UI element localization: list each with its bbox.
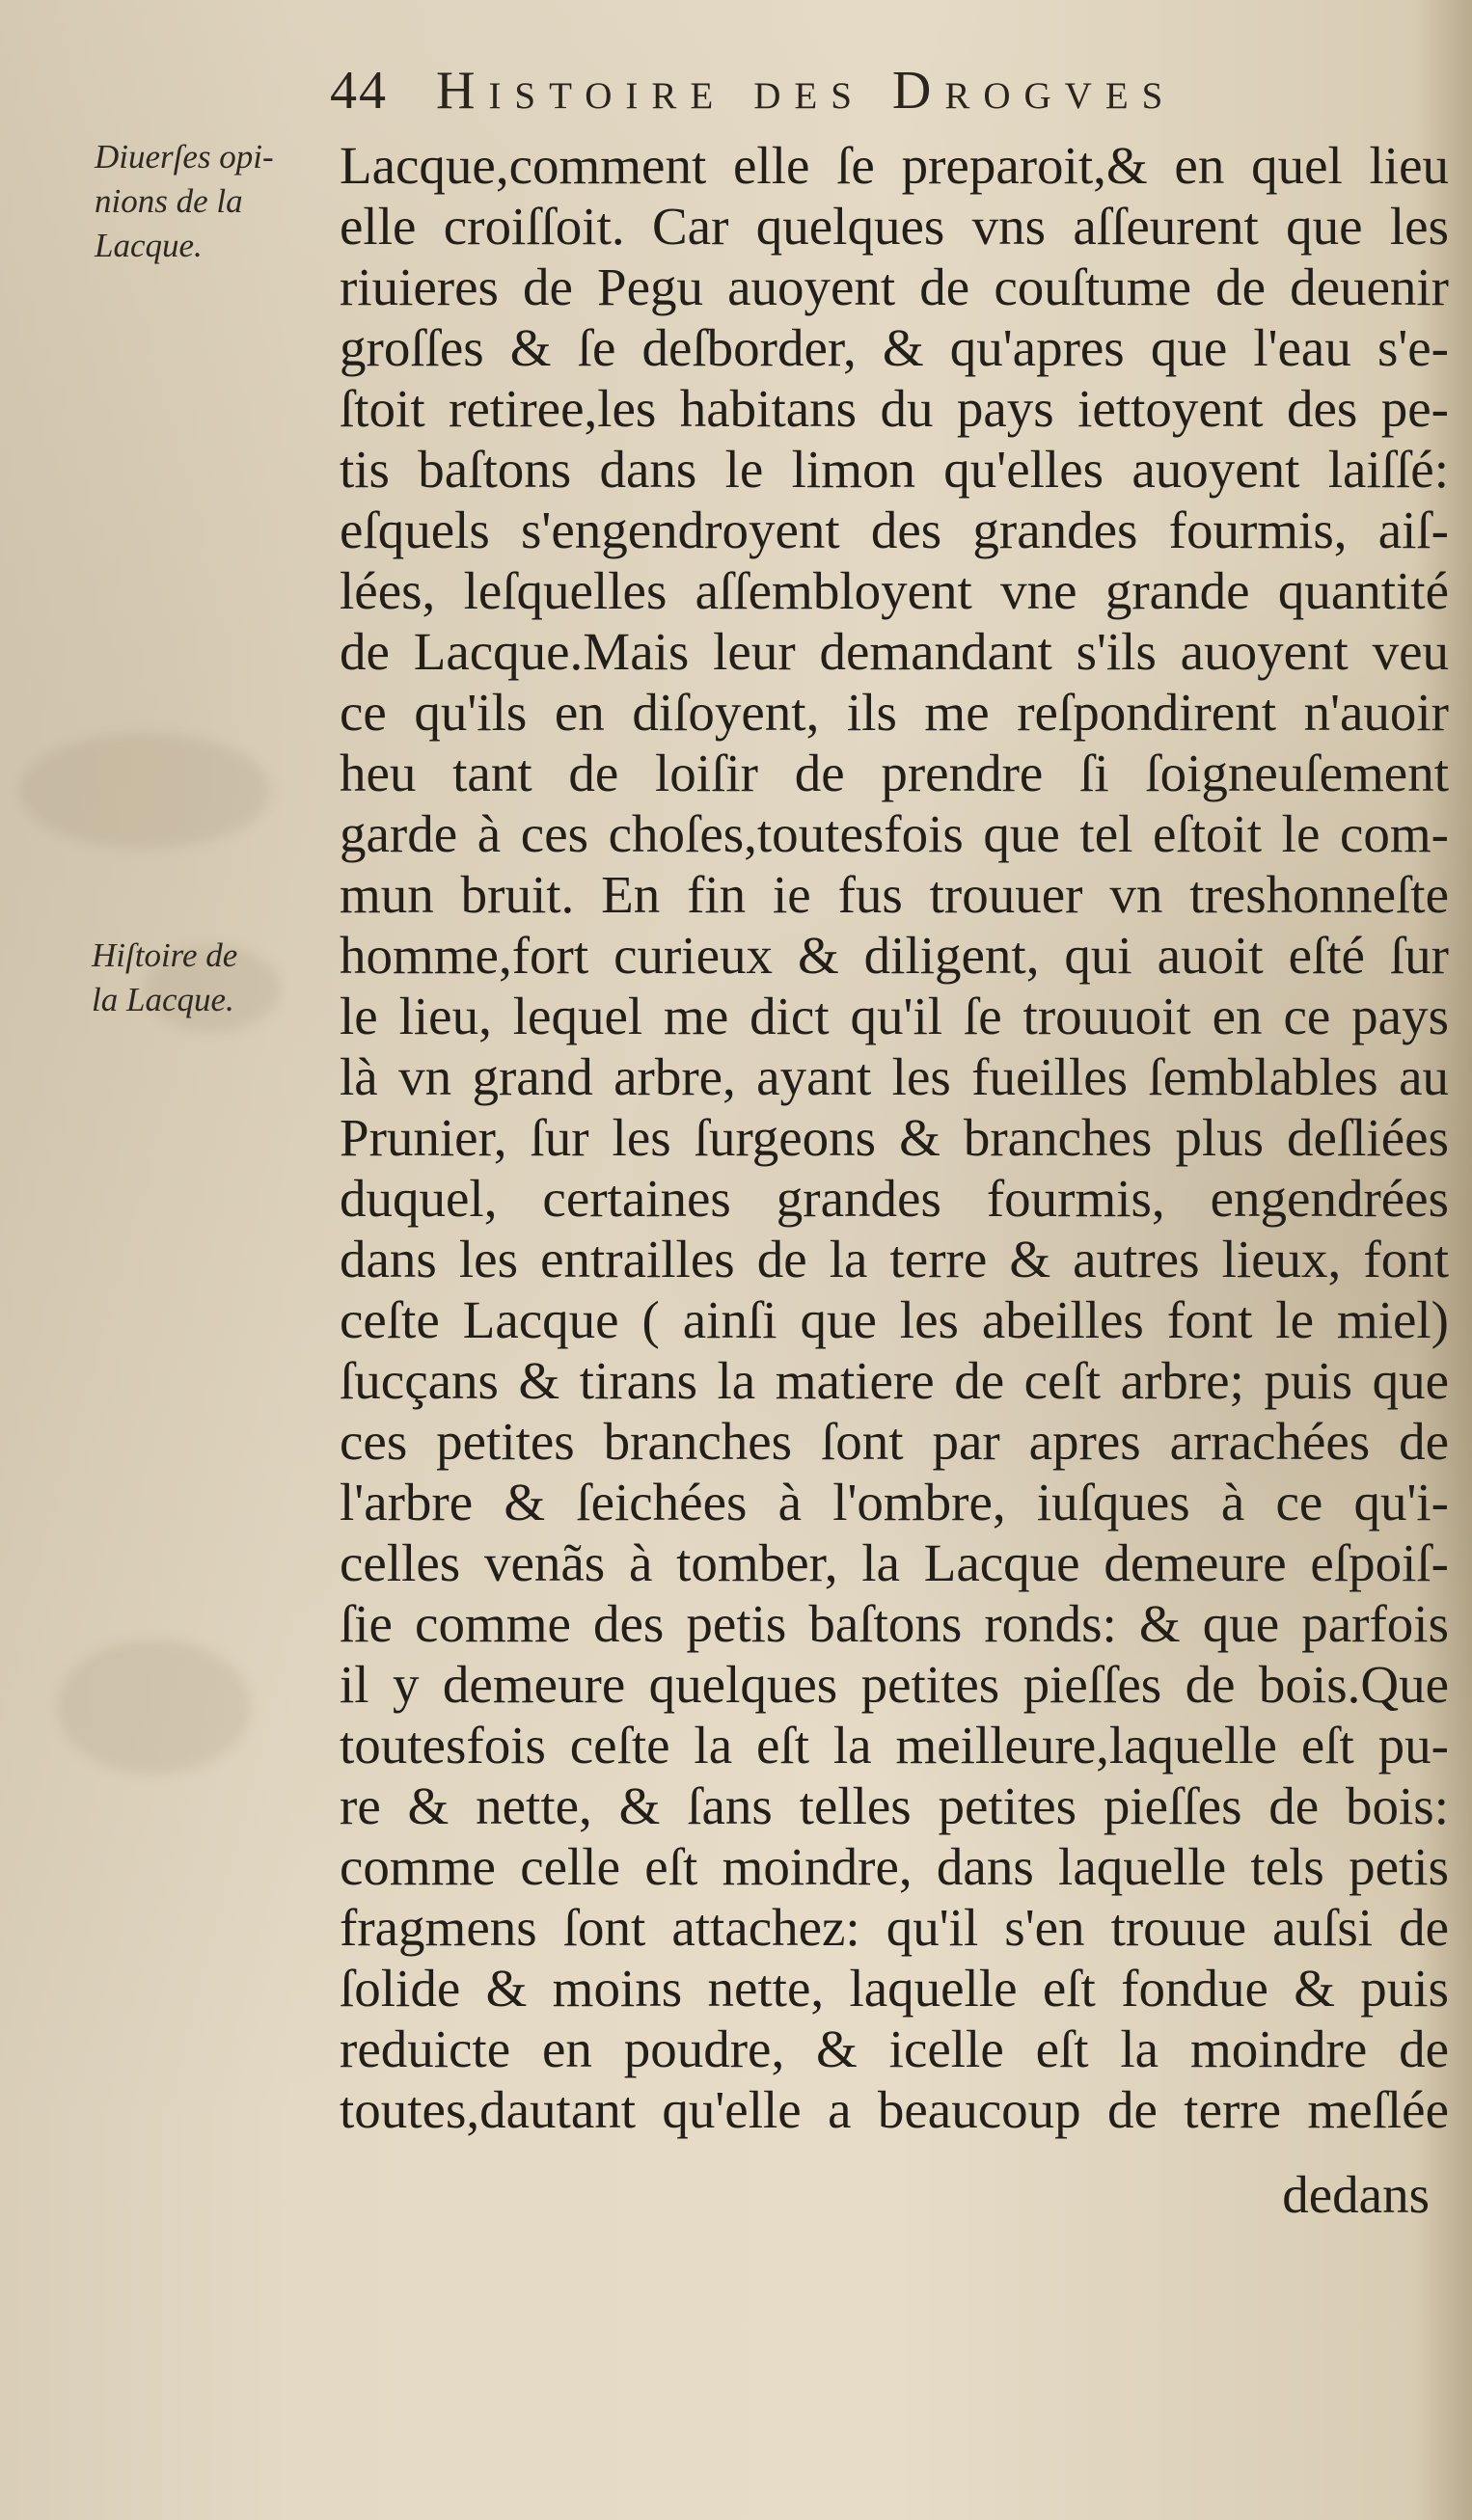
text-line: toutesfois ceſte la eſt la meilleure,laquelle eſt pu-: [340, 1717, 1449, 1775]
margin-note-history: [92, 934, 237, 1022]
margin-note-opinions: [95, 135, 274, 268]
text-line: il y demeure quelques petites pieſſes de bois.Que: [340, 1656, 1449, 1714]
text-line: mun bruit. En fin ie fus trouuer vn treshonneſte: [340, 866, 1449, 924]
margin-note-line: nions de la: [95, 182, 243, 220]
margin-note-line: Hiſtoire de: [92, 936, 238, 974]
text-line: l'arbre & ſeichées à l'ombre, iuſques à ce qu'i-: [340, 1474, 1449, 1531]
text-line: ceſte Lacque ( ainſi que les abeilles font le miel): [340, 1291, 1449, 1349]
text-line: lées, leſquelles aſſembloyent vne grande quantité: [340, 562, 1449, 620]
text-line: ces petites branches ſont par apres arrachées de: [340, 1413, 1449, 1471]
text-line: homme,fort curieux & diligent, qui auoit eſté ſur: [340, 927, 1449, 985]
text-line: riuieres de Pegu auoyent de couſtume de deuenir: [340, 258, 1449, 316]
margin-note-line: Lacque.: [95, 227, 203, 264]
text-line: duquel, certaines grandes fourmis, engendrées: [340, 1170, 1449, 1228]
text-line: ſucçans & tirans la matiere de ceſt arbre; puis que: [340, 1352, 1449, 1410]
catchword: dedans: [1282, 2166, 1430, 2224]
text-line: eſquels s'engendroyent des grandes fourmis, aiſ-: [340, 501, 1449, 559]
text-line: ce qu'ils en diſoyent, ils me reſpondirent n'auoir: [340, 684, 1449, 742]
text-line: toutes,dautant qu'elle a beaucoup de terre meſlée: [340, 2081, 1449, 2139]
text-line: ſie comme des petis baſtons ronds: & que parfois: [340, 1595, 1449, 1653]
margin-note-line: Diuerſes opi-: [95, 138, 274, 176]
body-text: [340, 137, 1449, 2142]
text-line: garde à ces choſes,toutesfois que tel eſtoit le com-: [340, 805, 1449, 863]
running-title: Histoire des Drogves: [436, 61, 1177, 121]
text-line: groſſes & ſe deſborder, & qu'apres que l'eau s'e-: [340, 319, 1449, 377]
text-line: comme celle eſt moindre, dans laquelle tels petis: [340, 1838, 1449, 1896]
text-line: de Lacque.Mais leur demandant s'ils auoyent veu: [340, 623, 1449, 681]
text-line: heu tant de loiſir de prendre ſi ſoigneuſement: [340, 745, 1449, 802]
text-line: fragmens ſont attachez: qu'il s'en trouue auſsi de: [340, 1899, 1449, 1957]
page-header: [330, 60, 1410, 137]
text-line: elle croiſſoit. Car quelques vns aſſeurent que les: [340, 198, 1449, 256]
text-line: là vn grand arbre, ayant les fueilles ſemblables au: [340, 1048, 1449, 1106]
text-line: reduicte en poudre, & icelle eſt la moindre de: [340, 2020, 1449, 2078]
page-number: 44: [330, 61, 388, 121]
paper-stain: [19, 733, 270, 849]
text-line: dans les entrailles de la terre & autres lieux, font: [340, 1231, 1449, 1288]
catchword-row: [340, 2166, 1449, 2227]
text-line: Lacque,comment elle ſe preparoit,& en quel lieu: [340, 137, 1449, 195]
text-line: ſolide & moins nette, laquelle eſt fondue & puis: [340, 1960, 1449, 2018]
text-line: tis baſtons dans le limon qu'elles auoyent laiſſé:: [340, 441, 1449, 499]
text-line: le lieu, lequel me dict qu'il ſe trouuoit en ce pays: [340, 988, 1449, 1045]
text-line: celles venãs à tomber, la Lacque demeure eſpoiſ-: [340, 1534, 1449, 1592]
paper-stain: [58, 1639, 251, 1775]
text-line: re & nette, & ſans telles petites pieſſes de bois:: [340, 1777, 1449, 1835]
text-line: ſtoit retiree,les habitans du pays iettoyent des pe-: [340, 380, 1449, 438]
margin-note-line: la Lacque.: [92, 981, 234, 1018]
text-line: Prunier, ſur les ſurgeons & branches plus deſliées: [340, 1109, 1449, 1167]
